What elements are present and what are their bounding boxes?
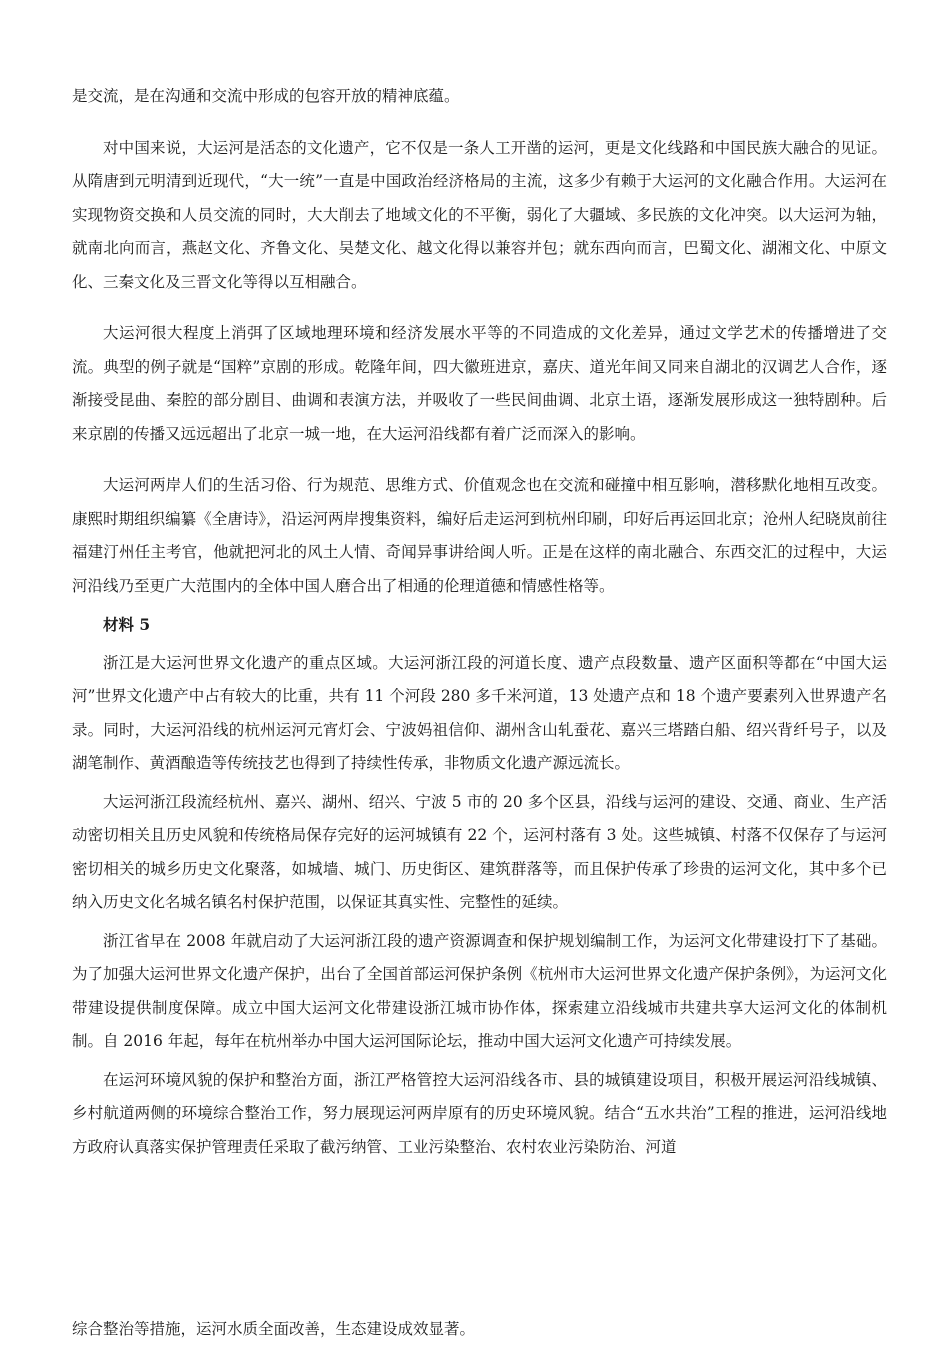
paragraph-cultural-fusion: 对中国来说，大运河是活态的文化遗产，它不仅是一条人工开凿的运河，更是文化线路和中国民族大融合的见证。从隋唐到元明清到近现代，“大一统”一直是中国政治经济格局的主流，这多少有赖于大运河的文化融合作用。大运河在实现物资交换和人员交流的同时，大大削去了地域文化的不平衡，弱化了大疆域、多民族的文化冲突。以大运河为轴，就南北向而言，燕赵文化、齐鲁文化、吴楚文化、越文化得以兼容并包；就东西向而言，巴蜀文化、湖湘文化、中原文化、三秦文化及三晋文化等得以互相融合。 bbox=[72, 138, 887, 291]
paragraph-zhejiang-towns: 大运河浙江段流经杭州、嘉兴、湖州、绍兴、宁波 5 市的 20 多个区县，沿线与运河的建设、交通、商业、生产活动密切相关且历史风貌和传统格局保存完好的运河城镇有 22 个，运河村落有 3 处。这些城镇、村落不仅保存了与运河密切相关的城乡历史文化聚落，如城墙、城门、历史街区、建筑群落等，而且保护传承了珍贵的运河文化，其中多个已纳入历史文化名城名镇名村保护范围，以保证其真实性、完整性的延续。 bbox=[72, 792, 887, 911]
paragraph-continuation: 是交流，是在沟通和交流中形成的包容开放的精神底蕴。 bbox=[72, 87, 460, 105]
paragraph-peking-opera: 大运河很大程度上消弭了区域地理环境和经济发展水平等的不同造成的文化差异，通过文学艺术的传播增进了交流。典型的例子就是“国粹”京剧的形成。乾隆年间，四大徽班进京，嘉庆、道光年间又同来自湖北的汉调艺人合作，逐渐接受昆曲、秦腔的部分剧目、曲调和表演方法，并吸收了一些民间曲调、北京土语，逐渐发展形成这一独特剧种。后来京剧的传播又远远超出了北京一城一地，在大运河沿线都有着广泛而深入的影响。 bbox=[72, 324, 887, 443]
document-body bbox=[72, 80, 887, 1164]
section-heading-material-5: 材料 5 bbox=[103, 615, 151, 634]
paragraph-zhejiang-heritage: 浙江是大运河世界文化遗产的重点区域。大运河浙江段的河道长度、遗产点段数量、遗产区面积等都在“中国大运河”世界文化遗产中占有较大的比重，共有 11 个河段 280 多千米河道，13 处遗产点和 18 个遗产要素列入世界遗产名录。同时，大运河沿线的杭州运河元宵灯会、宁波妈祖信仰、湖州含山轧蚕花、嘉兴三塔踏白船、绍兴背纤号子，以及湖笔制作、黄酒酿造等传统技艺也得到了持续性传承，非物质文化遗产源远流长。 bbox=[72, 653, 887, 772]
paragraph-page-tail: 综合整治等措施，运河水质全面改善，生态建设成效显著。 bbox=[72, 1320, 476, 1338]
paragraph-environment-governance: 在运河环境风貌的保护和整治方面，浙江严格管控大运河沿线各市、县的城镇建设项目，积极开展运河沿线城镇、乡村航道两侧的环境综合整治工作，努力展现运河两岸原有的历史环境风貌。结合“五水共治”工程的推进，运河沿线地方政府认真落实保护管理责任采取了截污纳管、工业污染整治、农村农业污染防治、河道 bbox=[72, 1070, 887, 1156]
paragraph-customs-exchange: 大运河两岸人们的生活习俗、行为规范、思维方式、价值观念也在交流和碰撞中相互影响，潜移默化地相互改变。康熙时期组织编纂《全唐诗》，沿运河两岸搜集资料，编好后走运河到杭州印刷，印好后再运回北京；沧州人纪晓岚前往福建汀州任主考官，他就把河北的风土人情、奇闻异事讲给闽人听。正是在这样的南北融合、东西交汇的过程中，大运河沿线乃至更广大范围内的全体中国人磨合出了相通的伦理道德和情感性格等。 bbox=[72, 476, 887, 595]
paragraph-protection-planning: 浙江省早在 2008 年就启动了大运河浙江段的遗产资源调查和保护规划编制工作，为运河文化带建设打下了基础。为了加强大运河世界文化遗产保护，出台了全国首部运河保护条例《杭州市大运河世界文化遗产保护条例》，为运河文化带建设提供制度保障。成立中国大运河文化带建设浙江城市协作体，探索建立沿线城市共建共享大运河文化的体制机制。自 2016 年起，每年在杭州举办中国大运河国际论坛，推动中国大运河文化遗产可持续发展。 bbox=[72, 931, 887, 1050]
